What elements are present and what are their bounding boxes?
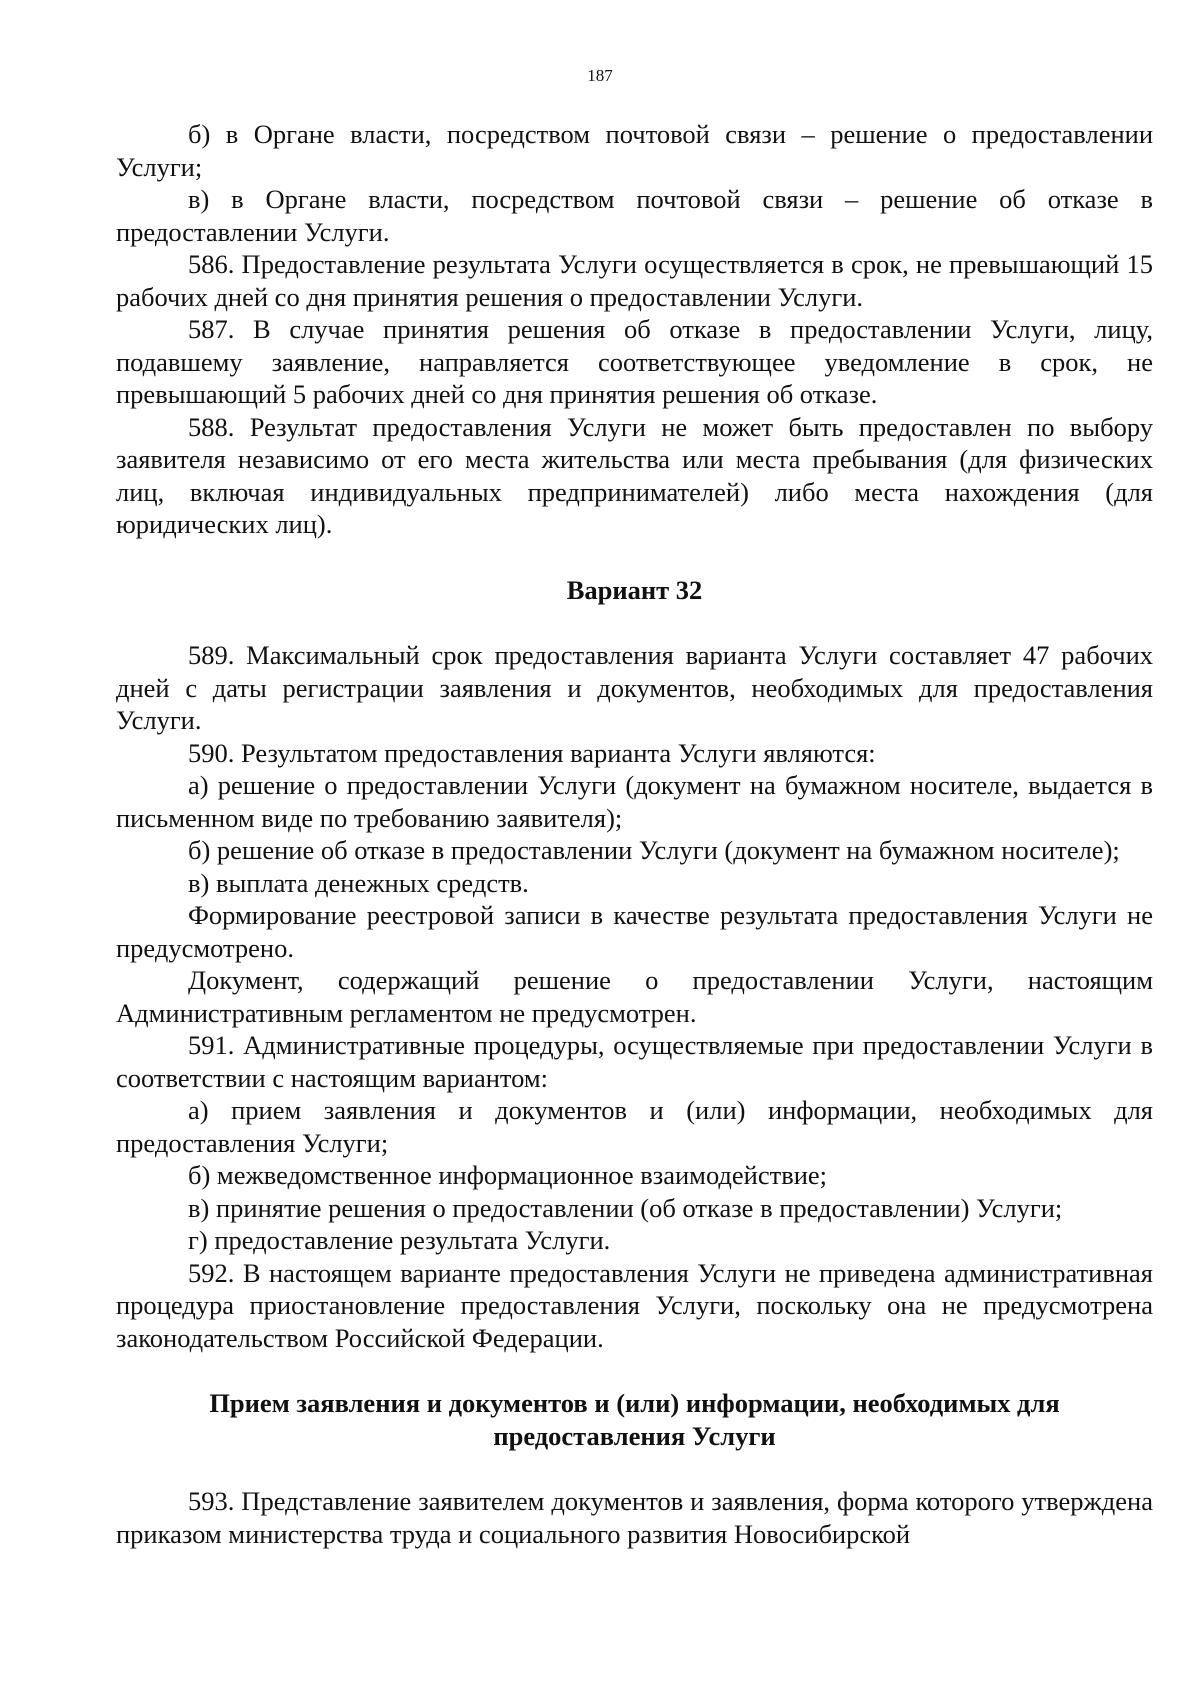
paragraph-590-v: в) выплата денежных средств.: [188, 867, 529, 898]
page-number: 187: [587, 66, 613, 85]
paragraph-590-b: б) решение об отказе в предоставлении Услуги (документ на бумажном носителе);: [188, 835, 1120, 865]
paragraph-590-a: а) решение о предоставлении Услуги (документ на бумажном носителе, выдается в письменном виде по требованию заявителя);: [116, 770, 1153, 833]
paragraph-588: 588. Результат предоставления Услуги не может быть предоставлен по выбору заявителя независимо от его места жительства или места пребывания (для физических лиц, включая индивидуальных предпринимателей) либо места нахождения (для юридических лиц).: [116, 411, 1153, 539]
paragraph-587: 587. В случае принятия решения об отказе в предоставлении Услуги, лицу, подавшему заявление, направляется соответствующее уведомление в срок, не превышающий 5 рабочих дней со дня принятия решения об отказе.: [116, 314, 1153, 409]
paragraph-registry-record: Формирование реестровой записи в качестве результата предоставления Услуги не предусмотрено.: [116, 900, 1153, 963]
paragraph-592: 592. В настоящем варианте предоставления Услуги не приведена административная процедура приостановление предоставления Услуги, поскольку она не предусмотрена законодательством Российской Федерации.: [116, 1257, 1153, 1353]
paragraph-591-a: а) прием заявления и документов и (или) информации, необходимых для предоставления Услуги;: [116, 1095, 1153, 1158]
paragraph-item-v: в) в Органе власти, посредством почтовой связи – решение об отказе в предоставлении Услуги.: [116, 184, 1153, 247]
paragraph-586: 586. Предоставление результата Услуги осуществляется в срок, не превышающий 15 рабочих дней со дня принятия решения о предоставлении Услуги.: [116, 249, 1153, 312]
paragraph-589: 589. Максимальный срок предоставления варианта Услуги составляет 47 рабочих дней с даты регистрации заявления и документов, необходимых для предоставления Услуги.: [116, 640, 1153, 735]
paragraph-590: 590. Результатом предоставления варианта Услуги являются:: [188, 737, 876, 768]
paragraph-591: 591. Административные процедуры, осуществляемые при предоставлении Услуги в соответствии с настоящим вариантом:: [116, 1030, 1153, 1093]
paragraph-decision-document: Документ, содержащий решение о предоставлении Услуги, настоящим Административным регламентом не предусмотрен.: [116, 965, 1153, 1028]
paragraph-591-b: б) межведомственное информационное взаимодействие;: [188, 1160, 828, 1190]
section-heading-variant-32: Вариант 32: [566, 574, 703, 605]
document-body: [116, 118, 1153, 1550]
section-heading-application-intake: Прием заявления и документов и (или) информации, необходимых для предоставления Услуги: [209, 1388, 1060, 1451]
paragraph-593: 593. Представление заявителем документов и заявления, форма которого утверждена приказом министерства труда и социального развития Новосибирской: [116, 1486, 1153, 1549]
paragraph-591-v: в) принятие решения о предоставлении (об отказе в предоставлении) Услуги;: [188, 1192, 1063, 1223]
paragraph-591-g: г) предоставление результата Услуги.: [188, 1225, 611, 1255]
paragraph-item-b: б) в Органе власти, посредством почтовой связи – решение о предоставлении Услуги;: [116, 119, 1153, 182]
